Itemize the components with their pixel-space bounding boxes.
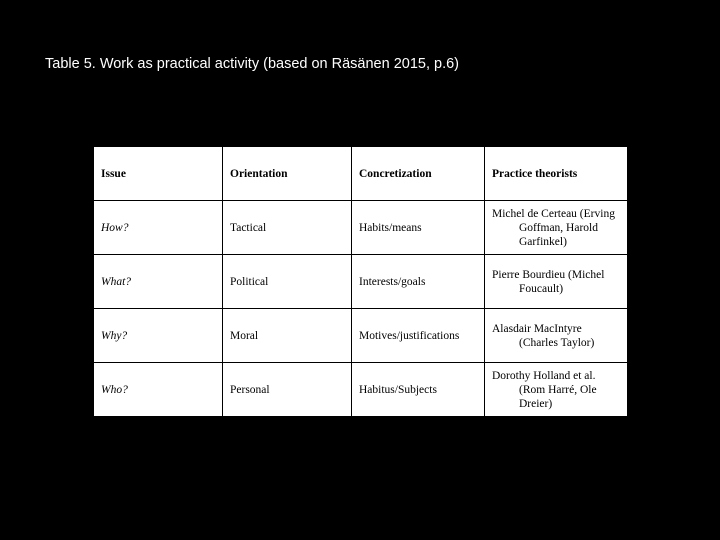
header-concretization: Concretization: [352, 147, 485, 201]
cell-concretization: Motives/justifications: [352, 309, 485, 363]
cell-issue: Why?: [94, 309, 223, 363]
table-row: [94, 255, 628, 309]
header-practice-theorists: Practice theorists: [485, 147, 628, 201]
table-row: [94, 309, 628, 363]
theorists-text: Michel de Certeau (Erving Goffman, Harold Garfinkel): [492, 207, 615, 248]
cell-theorists: [485, 309, 628, 363]
cell-issue: What?: [94, 255, 223, 309]
cell-theorists: [485, 255, 628, 309]
table-header-row: [94, 147, 628, 201]
cell-concretization: Interests/goals: [352, 255, 485, 309]
cell-concretization: Habits/means: [352, 201, 485, 255]
cell-orientation: Political: [223, 255, 352, 309]
table-row: [94, 201, 628, 255]
cell-orientation: Tactical: [223, 201, 352, 255]
table-row: [94, 363, 628, 417]
practice-table: [93, 146, 628, 417]
cell-issue: How?: [94, 201, 223, 255]
theorists-text: Pierre Bourdieu (Michel Foucault): [492, 268, 605, 295]
header-issue: Issue: [94, 147, 223, 201]
cell-theorists: [485, 201, 628, 255]
cell-concretization: Habitus/Subjects: [352, 363, 485, 417]
header-orientation: Orientation: [223, 147, 352, 201]
cell-theorists: [485, 363, 628, 417]
cell-orientation: Moral: [223, 309, 352, 363]
theorists-text: Dorothy Holland et al. (Rom Harré, Ole Dreier): [492, 369, 597, 410]
table-caption: Table 5. Work as practical activity (based on Räsänen 2015, p.6): [45, 56, 460, 72]
theorists-text: Alasdair MacIntyre (Charles Taylor): [492, 322, 595, 349]
cell-orientation: Personal: [223, 363, 352, 417]
cell-issue: Who?: [94, 363, 223, 417]
